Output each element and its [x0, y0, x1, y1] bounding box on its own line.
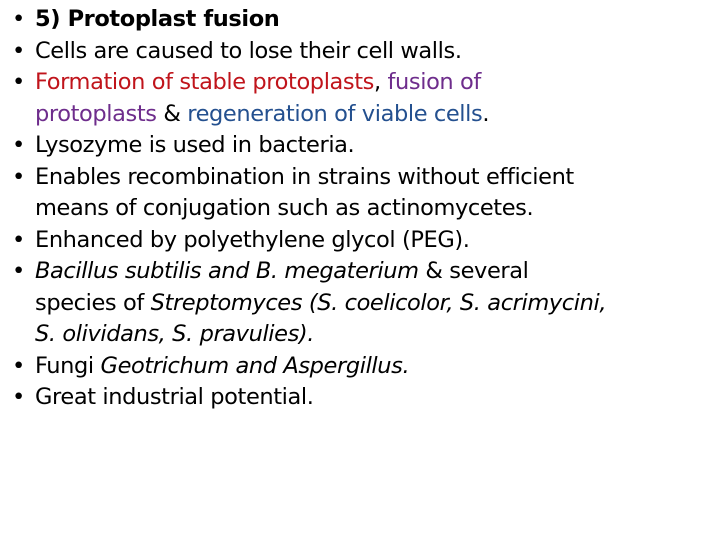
bullet-text-segment: Streptomyces (S. coelicolor, S. acrimycini,: [150, 289, 607, 316]
bullet-item: [12, 351, 712, 383]
bullet-text-segment: Geotrichum and Aspergillus.: [100, 352, 410, 379]
bullet-dot: •: [12, 6, 25, 32]
bullet-item: [12, 36, 712, 68]
bullet-text-segment: Bacillus subtilis and B. megaterium: [35, 258, 419, 284]
bullet-list: [12, 4, 712, 414]
bullet-item: [12, 130, 712, 162]
bullet-item: [12, 162, 712, 225]
bullet-item: [12, 225, 712, 257]
bullet-text-segment: &: [156, 100, 188, 127]
bullet-dot: •: [12, 69, 25, 95]
bullet-text-segment: ,: [374, 69, 388, 95]
bullet-dot: •: [12, 258, 25, 284]
bullet-text-segment: protoplasts: [35, 100, 157, 127]
bullet-dot: •: [12, 226, 25, 253]
bullet-text-segment: Enhanced by polyethylene glycol (PEG).: [35, 226, 470, 253]
bullet-item: [12, 382, 712, 414]
bullet-text-segment: Cells are caused to lose their cell walls.: [35, 37, 462, 64]
bullet-text-segment: Fungi: [35, 352, 101, 379]
bullet-text-segment: Great industrial potential.: [35, 384, 314, 410]
bullet-text-segment: fusion of: [387, 69, 481, 95]
bullet-text-segment: 5) Protoplast fusion: [35, 6, 280, 32]
bullet-text-segment: regeneration of viable cells: [187, 100, 483, 127]
bullet-item: [12, 256, 712, 351]
bullet-text-segment: Lysozyme is used in bacteria.: [35, 132, 355, 158]
bullet-text-segment: means of conjugation such as actinomycetes.: [35, 195, 534, 221]
bullet-text-segment: .: [482, 100, 490, 127]
bullet-text-segment: Formation of stable protoplasts: [35, 69, 374, 95]
bullet-text-segment: species of: [35, 289, 151, 316]
bullet-dot: •: [12, 384, 25, 410]
bullet-dot: •: [12, 163, 25, 190]
bullet-text-segment: Enables recombination in strains without efficient: [35, 163, 574, 190]
bullet-dot: •: [12, 352, 25, 379]
bullet-text-segment: & several: [418, 258, 529, 284]
bullet-dot: •: [12, 37, 25, 64]
bullet-dot: •: [12, 132, 25, 158]
bullet-item: [12, 67, 712, 130]
bullet-text-segment: S. olividans, S. pravulies).: [35, 321, 315, 347]
bullet-item: [12, 4, 712, 36]
